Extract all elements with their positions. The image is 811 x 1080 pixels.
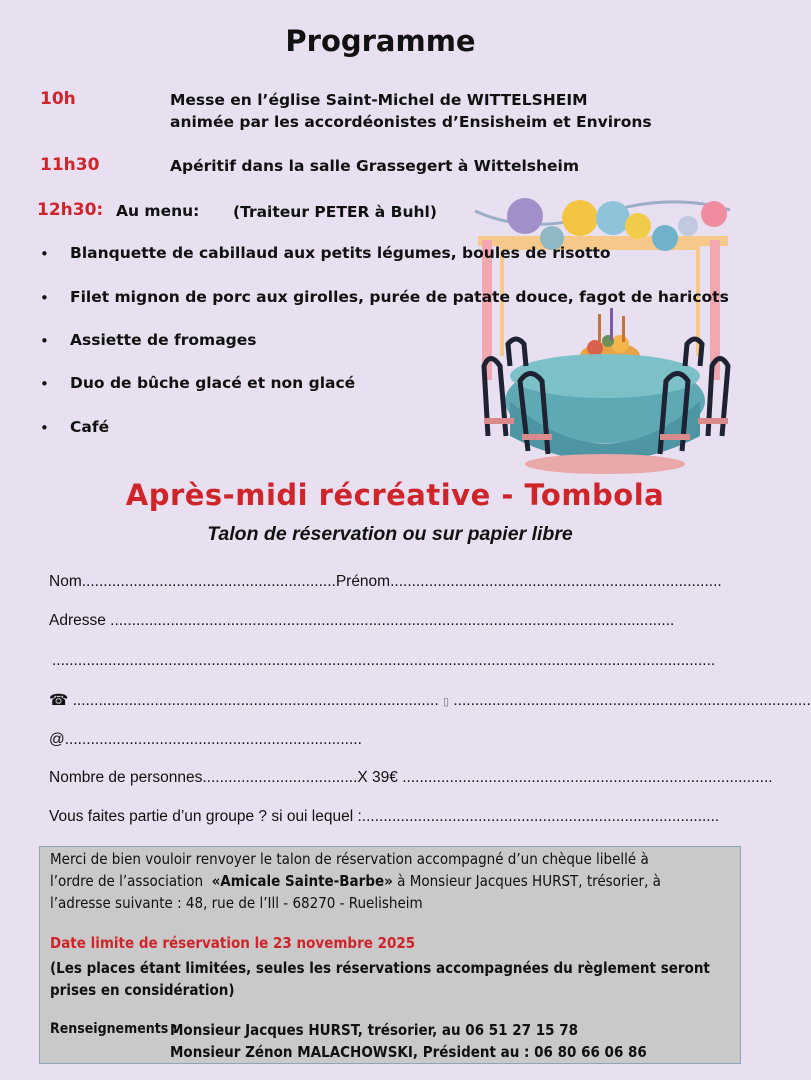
banquet-table-illustration bbox=[470, 196, 740, 482]
form-row-nom[interactable]: Nom...........................................................Prénom............................................................................. bbox=[49, 573, 722, 590]
telephone-icon: ☎ bbox=[49, 692, 69, 709]
prenom-label: Prénom bbox=[335, 573, 391, 590]
deadline: Date limite de réservation le 23 novembre 2025 bbox=[50, 934, 416, 952]
instruction-line: l’ordre de l’association «Amicale Sainte-Barbe» à Monsieur Jacques HURST, trésorier, à bbox=[50, 872, 661, 890]
instruction-line: l’adresse suivante : 48, rue de l’Ill - 68270 - Ruelisheim bbox=[50, 894, 423, 912]
return-instructions bbox=[50, 848, 740, 914]
talon-heading: Talon de réservation ou sur papier libre bbox=[207, 523, 573, 545]
form-row-email[interactable]: @..................................................................... bbox=[49, 731, 362, 748]
adresse-label: Adresse bbox=[49, 612, 106, 629]
time-12h30: 12h30: bbox=[37, 200, 104, 220]
menu-label: Au menu: bbox=[116, 202, 200, 220]
email-label: @ bbox=[49, 731, 65, 748]
time-10h: 10h bbox=[40, 89, 76, 109]
renseignements-label: Renseignements : bbox=[50, 1021, 178, 1037]
contacts bbox=[170, 1019, 647, 1063]
menu-item: Blanquette de cabillaud aux petits légumes, boules de risotto bbox=[70, 244, 611, 262]
event-messe bbox=[170, 89, 652, 133]
mobile-phone-icon: ▯ bbox=[442, 696, 450, 708]
groupe-label: Vous faites partie d’un groupe ? si oui lequel : bbox=[49, 808, 362, 825]
bullet-icon: • bbox=[40, 419, 49, 437]
section-subtitle: Après-midi récréative - Tombola bbox=[125, 478, 665, 512]
event-line: animée par les accordéonistes d’Ensisheim et Environs bbox=[170, 113, 652, 131]
contact-hurst: Monsieur Jacques HURST, trésorier, au 06 51 27 15 78 bbox=[170, 1021, 578, 1039]
nom-label: Nom bbox=[49, 573, 82, 590]
contact-malachowski: Monsieur Zénon MALACHOWSKI, Président au : 06 80 66 06 86 bbox=[170, 1043, 647, 1061]
form-row-adresse[interactable]: Adresse ................................................................................................................................... bbox=[49, 612, 675, 629]
event-aperitif: Apéritif dans la salle Grassegert à Wittelsheim bbox=[170, 157, 580, 175]
menu-item: Duo de bûche glacé et non glacé bbox=[70, 374, 356, 392]
bullet-icon: • bbox=[40, 245, 49, 263]
menu-item: Filet mignon de porc aux girolles, purée de patate douce, fagot de haricots bbox=[70, 288, 729, 306]
form-row-telephone[interactable]: ☎ ..................................................................................... ▯ ................................................................................... bbox=[49, 692, 811, 709]
time-11h30: 11h30 bbox=[40, 155, 100, 175]
bullet-icon: • bbox=[40, 375, 49, 393]
menu-item: Assiette de fromages bbox=[70, 331, 257, 349]
places-note: (Les places étant limitées, seules les réservations accompagnées du règlement seront prises en considération) bbox=[50, 959, 710, 999]
price-label: X 39€ bbox=[357, 769, 398, 786]
instruction-line: Merci de bien vouloir renvoyer le talon de réservation accompagné d’un chèque libellé à bbox=[50, 850, 649, 868]
form-row-adresse-2[interactable]: .......................................................................................................................................................... bbox=[52, 652, 716, 669]
personnes-label: Nombre de personnes bbox=[49, 769, 203, 786]
event-line: Messe en l’église Saint-Michel de WITTELSHEIM bbox=[170, 91, 588, 109]
page-title: Programme bbox=[285, 24, 476, 58]
caterer: (Traiteur PETER à Buhl) bbox=[233, 203, 437, 221]
menu-item: Café bbox=[70, 418, 110, 436]
bullet-icon: • bbox=[40, 332, 49, 350]
form-row-personnes[interactable]: Nombre de personnes....................................X 39€ ...................................................................................... bbox=[49, 769, 773, 786]
form-row-groupe[interactable]: Vous faites partie d’un groupe ? si oui lequel :................................................................................... bbox=[49, 808, 720, 825]
bullet-icon: • bbox=[40, 289, 49, 307]
association-name: «Amicale Sainte-Barbe» bbox=[211, 872, 393, 890]
